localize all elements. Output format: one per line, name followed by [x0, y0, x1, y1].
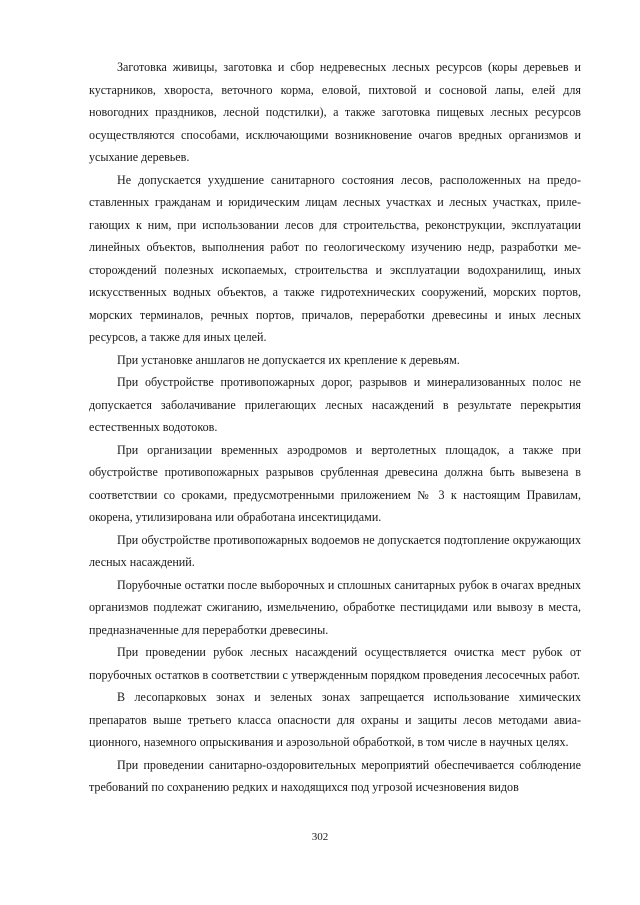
paragraph-airfields: При организации временных аэродромов и вертолетных площадок, а также при обустройстве противопожарных разрывов срубленная древесина должна быть вывезена в соответствии со сроками, предусмотренными приложением № 3 к настоящим Правилам, окорена, утилизирована или обработана инсектицидами. [89, 442, 581, 524]
paragraph-cutting-sites: При проведении рубок лесных насаждений осуществляется очистка мест рубок от порубочных остатков в соответствии с утвержденным порядком проведения лесосечных работ. [89, 645, 581, 682]
paragraph-fire-roads: При обустройстве противопожарных дорог, разрывов и минерализованных полос не допускается заболачивание прилегающих лесных насаждений в результате перекрытия естественных водотоков. [89, 375, 581, 434]
document-body [89, 56, 581, 799]
paragraph-resin-harvesting: Заготовка живицы, заготовка и сбор недревесных лесных ресурсов (коры деревьев и кустарников, хвороста, веточного корма, еловой, пихтовой и сосновой лапы, елей для новогодних праздников, лесной подстилки), а также заготовка пищевых лесных ресурсов осуществляются способами, исключающими возникновение очагов вредных организмов и усыхание деревьев. [89, 60, 581, 164]
paragraph-sanitary-condition: Не допускается ухудшение санитарного состояния лесов, расположенных на предоставленных гражданам и юридическим лицам лесных участках и лесных участках, прилегающих к ним, при использовании лесов для строительства, реконструкции, эксплуатации линейных объектов, выполнения работ по геологическому изучению недр, разработки месторождений полезных ископаемых, строительства и эксплуатации водохранилищ, иных искусственных водных объектов, а также гидротехнических сооружений, морских портов, морских терминалов, речных портов, причалов, переработки древесины и иных лесных ресурсов, а также для иных целей. [89, 172, 581, 344]
paragraph-sanitary-measures: При проведении санитарно-оздоровительных мероприятий обеспечивается соблюдение требований по сохранению редких и находящихся под угрозой исчезновения видов [89, 757, 581, 794]
paragraph-fire-ponds: При обустройстве противопожарных водоемов не допускается подтопление окружающих лесных насаждений. [89, 532, 581, 569]
paragraph-signboards: При установке аншлагов не допускается их крепление к деревьям. [117, 352, 460, 367]
page-number: 302 [311, 831, 329, 843]
paragraph-logging-residues: Порубочные остатки после выборочных и сплошных санитарных рубок в очагах вредных организмов подлежат сжиганию, измельчению, обработке пестицидами или вывозу в места, предназначенные для переработки древесины. [89, 577, 581, 637]
paragraph-forest-park-zones: В лесопарковых зонах и зеленых зонах запрещается использование химических препаратов выше третьего класса опасности для охраны и защиты лесов методами авиационного, наземного опрыскивания и аэрозольной обработкой, в том числе в научных целях. [89, 690, 581, 749]
